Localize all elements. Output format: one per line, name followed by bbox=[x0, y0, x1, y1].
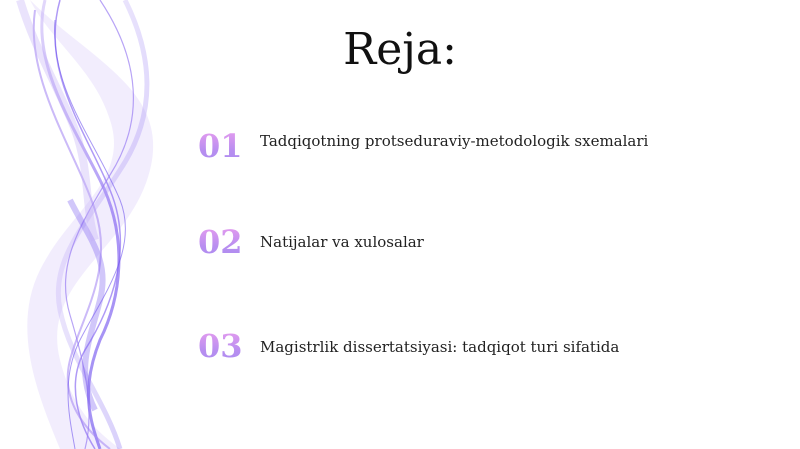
agenda-item-number: 02 bbox=[198, 222, 260, 262]
agenda-item bbox=[198, 324, 619, 368]
purple-smoke-wave-icon bbox=[0, 0, 200, 449]
slide-title: Reja: bbox=[343, 24, 457, 75]
agenda-item bbox=[198, 124, 648, 168]
agenda-item-text: Tadqiqotning protseduraviy-metodologik sxemalari bbox=[260, 132, 649, 150]
agenda-item-text: Magistrlik dissertatsiyasi: tadqiqot turi sifatida bbox=[260, 338, 620, 356]
agenda-item-text: Natijalar va xulosalar bbox=[260, 233, 424, 251]
agenda-item-number: 01 bbox=[198, 126, 260, 166]
agenda-item-number: 03 bbox=[198, 326, 260, 366]
agenda-item bbox=[198, 220, 424, 264]
